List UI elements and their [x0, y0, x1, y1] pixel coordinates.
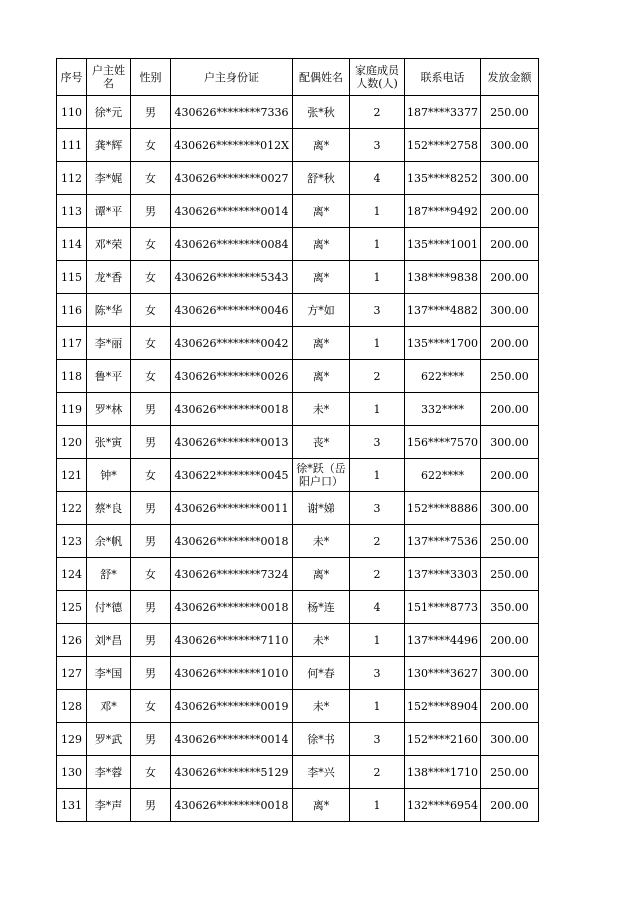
- data-table: [56, 58, 539, 822]
- amount-cell: 250.00: [481, 525, 539, 558]
- table-row: [57, 558, 539, 591]
- row-number-cell: 130: [57, 756, 87, 789]
- row-number-cell: 122: [57, 492, 87, 525]
- phone-number-cell: 132****6954: [405, 789, 481, 822]
- gender-cell: 男: [131, 492, 171, 525]
- family-members-cell: 2: [350, 756, 405, 789]
- table-row: [57, 789, 539, 822]
- spouse-name-cell: 未*: [293, 525, 350, 558]
- table-row: [57, 624, 539, 657]
- column-header: 联系电话: [405, 59, 481, 96]
- row-number-cell: 121: [57, 459, 87, 492]
- family-members-cell: 1: [350, 195, 405, 228]
- row-number-cell: 111: [57, 129, 87, 162]
- phone-number-cell: 137****4882: [405, 294, 481, 327]
- household-head-name-cell: 李*国: [87, 657, 131, 690]
- family-members-cell: 2: [350, 558, 405, 591]
- id-number-cell: 430626********0014: [171, 723, 293, 756]
- phone-number-cell: 130****3627: [405, 657, 481, 690]
- amount-cell: 300.00: [481, 129, 539, 162]
- spouse-name-cell: 离*: [293, 558, 350, 591]
- table-row: [57, 294, 539, 327]
- row-number-cell: 124: [57, 558, 87, 591]
- id-number-cell: 430626********0018: [171, 789, 293, 822]
- phone-number-cell: 622****: [405, 360, 481, 393]
- phone-number-cell: 138****9838: [405, 261, 481, 294]
- row-number-cell: 128: [57, 690, 87, 723]
- table-row: [57, 492, 539, 525]
- family-members-cell: 1: [350, 459, 405, 492]
- gender-cell: 男: [131, 195, 171, 228]
- gender-cell: 女: [131, 360, 171, 393]
- amount-cell: 200.00: [481, 624, 539, 657]
- spouse-name-cell: 离*: [293, 327, 350, 360]
- column-header: 发放金额: [481, 59, 539, 96]
- amount-cell: 300.00: [481, 162, 539, 195]
- amount-cell: 200.00: [481, 789, 539, 822]
- amount-cell: 350.00: [481, 591, 539, 624]
- family-members-cell: 3: [350, 129, 405, 162]
- amount-cell: 200.00: [481, 690, 539, 723]
- id-number-cell: 430626********0014: [171, 195, 293, 228]
- gender-cell: 男: [131, 426, 171, 459]
- family-members-cell: 1: [350, 624, 405, 657]
- header-row: [57, 59, 539, 96]
- household-head-name-cell: 李*娓: [87, 162, 131, 195]
- table-row: [57, 162, 539, 195]
- table-row: [57, 426, 539, 459]
- table-row: [57, 327, 539, 360]
- row-number-cell: 126: [57, 624, 87, 657]
- gender-cell: 女: [131, 294, 171, 327]
- gender-cell: 男: [131, 591, 171, 624]
- phone-number-cell: 187****9492: [405, 195, 481, 228]
- amount-cell: 200.00: [481, 393, 539, 426]
- gender-cell: 女: [131, 327, 171, 360]
- family-members-cell: 2: [350, 525, 405, 558]
- amount-cell: 200.00: [481, 327, 539, 360]
- row-number-cell: 117: [57, 327, 87, 360]
- id-number-cell: 430626********0042: [171, 327, 293, 360]
- family-members-cell: 2: [350, 96, 405, 129]
- row-number-cell: 119: [57, 393, 87, 426]
- household-head-name-cell: 张*寅: [87, 426, 131, 459]
- row-number-cell: 129: [57, 723, 87, 756]
- id-number-cell: 430626********0011: [171, 492, 293, 525]
- spouse-name-cell: 徐*书: [293, 723, 350, 756]
- amount-cell: 250.00: [481, 360, 539, 393]
- phone-number-cell: 137****4496: [405, 624, 481, 657]
- household-head-name-cell: 舒*: [87, 558, 131, 591]
- household-head-name-cell: 李*声: [87, 789, 131, 822]
- household-head-name-cell: 龙*香: [87, 261, 131, 294]
- table-row: [57, 657, 539, 690]
- phone-number-cell: 135****8252: [405, 162, 481, 195]
- spouse-name-cell: 李*兴: [293, 756, 350, 789]
- family-members-cell: 1: [350, 690, 405, 723]
- id-number-cell: 430626********0018: [171, 525, 293, 558]
- phone-number-cell: 152****8904: [405, 690, 481, 723]
- gender-cell: 男: [131, 657, 171, 690]
- amount-cell: 300.00: [481, 723, 539, 756]
- amount-cell: 300.00: [481, 657, 539, 690]
- household-head-name-cell: 余*帆: [87, 525, 131, 558]
- gender-cell: 男: [131, 525, 171, 558]
- table-row: [57, 393, 539, 426]
- amount-cell: 200.00: [481, 195, 539, 228]
- household-head-name-cell: 付*德: [87, 591, 131, 624]
- row-number-cell: 115: [57, 261, 87, 294]
- household-head-name-cell: 陈*华: [87, 294, 131, 327]
- table-body: [57, 96, 539, 822]
- row-number-cell: 113: [57, 195, 87, 228]
- spouse-name-cell: 方*如: [293, 294, 350, 327]
- family-members-cell: 3: [350, 294, 405, 327]
- spouse-name-cell: 离*: [293, 195, 350, 228]
- id-number-cell: 430626********0084: [171, 228, 293, 261]
- table-row: [57, 459, 539, 492]
- gender-cell: 男: [131, 723, 171, 756]
- phone-number-cell: 138****1710: [405, 756, 481, 789]
- amount-cell: 250.00: [481, 558, 539, 591]
- household-head-name-cell: 刘*昌: [87, 624, 131, 657]
- household-head-name-cell: 罗*林: [87, 393, 131, 426]
- phone-number-cell: 152****2160: [405, 723, 481, 756]
- table-row: [57, 129, 539, 162]
- household-head-name-cell: 徐*元: [87, 96, 131, 129]
- family-members-cell: 2: [350, 360, 405, 393]
- table-header: [57, 59, 539, 96]
- phone-number-cell: 622****: [405, 459, 481, 492]
- column-header: 序号: [57, 59, 87, 96]
- row-number-cell: 123: [57, 525, 87, 558]
- spouse-name-cell: 徐*跃（岳阳户口）: [293, 459, 350, 492]
- row-number-cell: 110: [57, 96, 87, 129]
- gender-cell: 女: [131, 261, 171, 294]
- phone-number-cell: 187****3377: [405, 96, 481, 129]
- gender-cell: 女: [131, 459, 171, 492]
- household-head-name-cell: 李*丽: [87, 327, 131, 360]
- spouse-name-cell: 未*: [293, 624, 350, 657]
- row-number-cell: 127: [57, 657, 87, 690]
- family-members-cell: 3: [350, 492, 405, 525]
- phone-number-cell: 332****: [405, 393, 481, 426]
- id-number-cell: 430626********7110: [171, 624, 293, 657]
- id-number-cell: 430626********0018: [171, 393, 293, 426]
- spouse-name-cell: 谢*娣: [293, 492, 350, 525]
- id-number-cell: 430626********0018: [171, 591, 293, 624]
- table-row: [57, 756, 539, 789]
- household-head-name-cell: 龚*辉: [87, 129, 131, 162]
- family-members-cell: 4: [350, 591, 405, 624]
- column-header: 配偶姓名: [293, 59, 350, 96]
- row-number-cell: 112: [57, 162, 87, 195]
- family-members-cell: 1: [350, 393, 405, 426]
- column-header: 户主身份证: [171, 59, 293, 96]
- row-number-cell: 125: [57, 591, 87, 624]
- id-number-cell: 430622********0045: [171, 459, 293, 492]
- amount-cell: 200.00: [481, 261, 539, 294]
- row-number-cell: 114: [57, 228, 87, 261]
- row-number-cell: 116: [57, 294, 87, 327]
- family-members-cell: 3: [350, 426, 405, 459]
- spouse-name-cell: 未*: [293, 690, 350, 723]
- spouse-name-cell: 杨*连: [293, 591, 350, 624]
- amount-cell: 250.00: [481, 756, 539, 789]
- spouse-name-cell: 张*秋: [293, 96, 350, 129]
- id-number-cell: 430626********0013: [171, 426, 293, 459]
- table-row: [57, 360, 539, 393]
- amount-cell: 300.00: [481, 294, 539, 327]
- spouse-name-cell: 何*春: [293, 657, 350, 690]
- phone-number-cell: 137****7536: [405, 525, 481, 558]
- row-number-cell: 120: [57, 426, 87, 459]
- id-number-cell: 430626********7324: [171, 558, 293, 591]
- household-head-name-cell: 邓*荣: [87, 228, 131, 261]
- table-row: [57, 96, 539, 129]
- family-members-cell: 3: [350, 657, 405, 690]
- household-head-name-cell: 钟*: [87, 459, 131, 492]
- family-members-cell: 1: [350, 789, 405, 822]
- household-head-name-cell: 李*蓉: [87, 756, 131, 789]
- gender-cell: 男: [131, 789, 171, 822]
- column-header: 户主姓名: [87, 59, 131, 96]
- table-row: [57, 525, 539, 558]
- id-number-cell: 430626********0026: [171, 360, 293, 393]
- phone-number-cell: 156****7570: [405, 426, 481, 459]
- id-number-cell: 430626********012X: [171, 129, 293, 162]
- spouse-name-cell: 离*: [293, 261, 350, 294]
- id-number-cell: 430626********5129: [171, 756, 293, 789]
- table-row: [57, 261, 539, 294]
- spouse-name-cell: 未*: [293, 393, 350, 426]
- gender-cell: 女: [131, 558, 171, 591]
- row-number-cell: 131: [57, 789, 87, 822]
- table-row: [57, 690, 539, 723]
- family-members-cell: 1: [350, 228, 405, 261]
- table-row: [57, 723, 539, 756]
- gender-cell: 男: [131, 624, 171, 657]
- id-number-cell: 430626********7336: [171, 96, 293, 129]
- household-head-name-cell: 谭*平: [87, 195, 131, 228]
- gender-cell: 女: [131, 162, 171, 195]
- id-number-cell: 430626********1010: [171, 657, 293, 690]
- phone-number-cell: 151****8773: [405, 591, 481, 624]
- id-number-cell: 430626********0027: [171, 162, 293, 195]
- spouse-name-cell: 离*: [293, 228, 350, 261]
- table-row: [57, 228, 539, 261]
- id-number-cell: 430626********0019: [171, 690, 293, 723]
- table-row: [57, 195, 539, 228]
- amount-cell: 200.00: [481, 228, 539, 261]
- gender-cell: 男: [131, 393, 171, 426]
- amount-cell: 300.00: [481, 492, 539, 525]
- gender-cell: 女: [131, 690, 171, 723]
- id-number-cell: 430626********5343: [171, 261, 293, 294]
- gender-cell: 女: [131, 129, 171, 162]
- column-header: 性别: [131, 59, 171, 96]
- gender-cell: 女: [131, 228, 171, 261]
- phone-number-cell: 152****2758: [405, 129, 481, 162]
- spouse-name-cell: 丧*: [293, 426, 350, 459]
- family-members-cell: 1: [350, 327, 405, 360]
- phone-number-cell: 152****8886: [405, 492, 481, 525]
- household-head-name-cell: 蔡*良: [87, 492, 131, 525]
- family-members-cell: 3: [350, 723, 405, 756]
- id-number-cell: 430626********0046: [171, 294, 293, 327]
- spouse-name-cell: 离*: [293, 789, 350, 822]
- household-head-name-cell: 鲁*平: [87, 360, 131, 393]
- row-number-cell: 118: [57, 360, 87, 393]
- phone-number-cell: 135****1001: [405, 228, 481, 261]
- household-head-name-cell: 罗*武: [87, 723, 131, 756]
- phone-number-cell: 135****1700: [405, 327, 481, 360]
- amount-cell: 250.00: [481, 96, 539, 129]
- amount-cell: 300.00: [481, 426, 539, 459]
- spouse-name-cell: 离*: [293, 129, 350, 162]
- phone-number-cell: 137****3303: [405, 558, 481, 591]
- amount-cell: 200.00: [481, 459, 539, 492]
- column-header: 家庭成员人数(人): [350, 59, 405, 96]
- spouse-name-cell: 舒*秋: [293, 162, 350, 195]
- household-head-name-cell: 邓*: [87, 690, 131, 723]
- gender-cell: 男: [131, 96, 171, 129]
- table-row: [57, 591, 539, 624]
- family-members-cell: 1: [350, 261, 405, 294]
- spouse-name-cell: 离*: [293, 360, 350, 393]
- gender-cell: 女: [131, 756, 171, 789]
- family-members-cell: 4: [350, 162, 405, 195]
